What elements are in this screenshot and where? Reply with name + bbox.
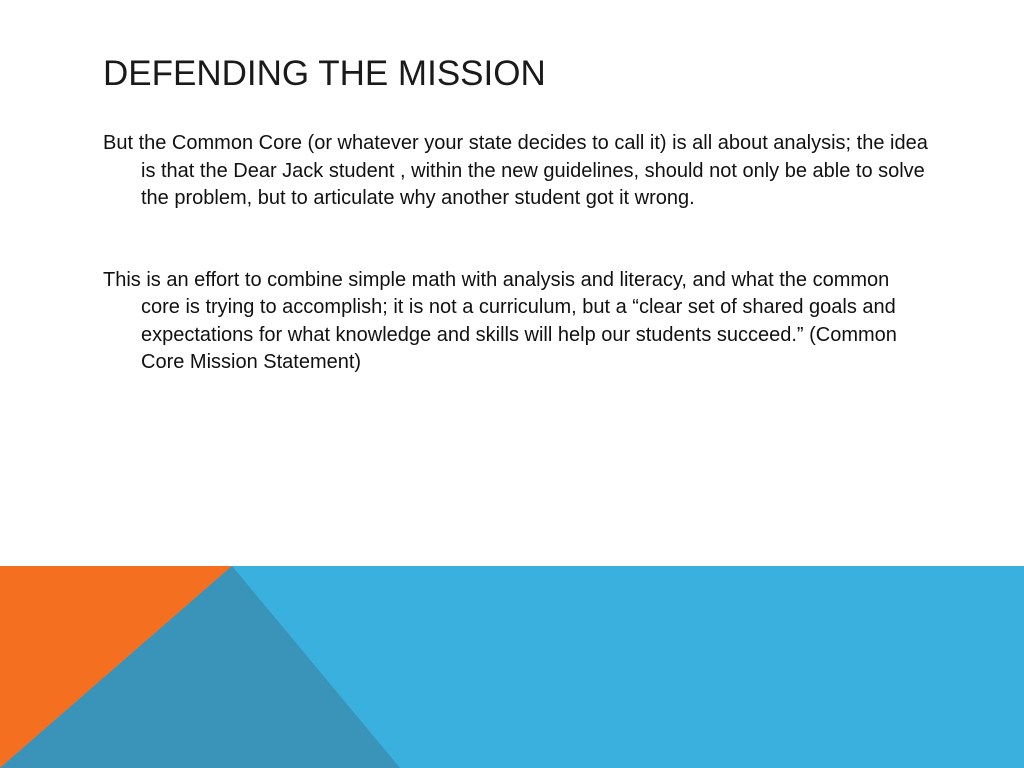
- body-paragraph-2: This is an effort to combine simple math with analysis and literacy, and what the common core is trying to accomplish; it is not a curriculum, but a “clear set of shared goals and expectations for what knowledge and skills will help our students succeed.” (Common Core Mission Statement): [103, 268, 897, 373]
- slide-title: DEFENDING THE MISSION: [103, 54, 546, 93]
- body-paragraph-1: But the Common Core (or whatever your state decides to call it) is all about analysis; the idea is that the Dear Jack student , within the new guidelines, should not only be able to solve the problem, but to articulate why another student got it wrong.: [103, 132, 928, 209]
